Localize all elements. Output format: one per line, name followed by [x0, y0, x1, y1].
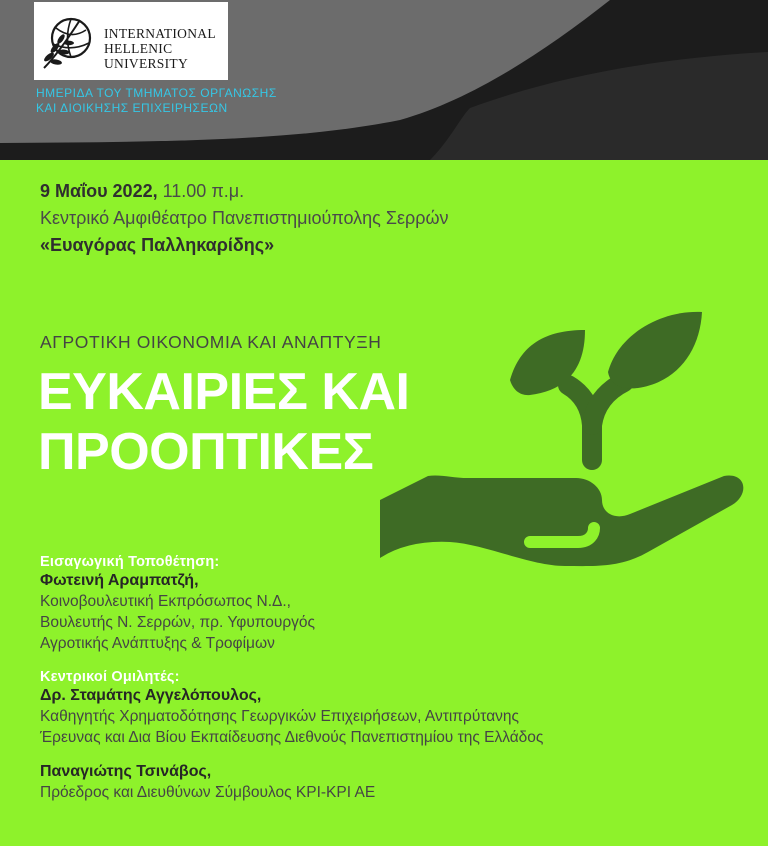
keynote-speaker-role: Έρευνας και Δια Βίου Εκπαίδευσης Διεθνούς Πανεπιστημίου της Ελλάδος	[40, 729, 544, 746]
keynote-heading: Κεντρικοί Ομιλητές:	[40, 669, 180, 685]
intro-speaker-role: Κοινοβουλευτική Εκπρόσωπος Ν.Δ.,	[40, 593, 291, 610]
olive-branch-globe-icon	[40, 10, 98, 72]
event-time: 11.00 π.μ.	[162, 181, 245, 201]
intro-speaker-role: Βουλευτής Ν. Σερρών, πρ. Υφυπουργός	[40, 614, 316, 631]
intro-speaker-role: Αγροτικής Ανάπτυξης & Τροφίμων	[40, 635, 275, 652]
date-row	[40, 178, 449, 205]
title-line: ΠΡΟΟΠΤΙΚΕΣ	[38, 423, 374, 481]
event-hall: «Ευαγόρας Παλληκαρίδης»	[40, 235, 275, 255]
university-logo	[34, 2, 228, 80]
title-line: ΕΥΚΑΙΡΙΕΣ ΚΑΙ	[38, 363, 410, 421]
event-venue: Κεντρικό Αμφιθέατρο Πανεπιστημιούπολης Σερρών	[40, 208, 449, 228]
logo-line: HELLENIC	[104, 41, 173, 56]
main-title	[38, 362, 409, 482]
intro-block	[40, 553, 543, 654]
keynote-block	[40, 668, 543, 748]
keynote-speaker-role: Καθηγητής Χρηματοδότησης Γεωργικών Επιχειρήσεων, Αντιπρύτανης	[40, 708, 520, 725]
event-date: 9 Μαΐου 2022,	[40, 181, 158, 201]
keynote-speaker-name: Παναγιώτης Τσινάβος,	[40, 763, 212, 780]
organizer-subtitle	[36, 86, 277, 116]
logo-line: INTERNATIONAL	[104, 26, 216, 41]
logo-wordmark	[104, 26, 226, 71]
subtitle-line: ΗΜΕΡΙΔΑ ΤΟΥ ΤΜΗΜΑΤΟΣ ΟΡΓΑΝΩΣΗΣ	[36, 86, 277, 100]
keynote-speaker-name: Δρ. Σταμάτης Αγγελόπουλος,	[40, 687, 262, 704]
theme-heading: ΑΓΡΟΤΙΚΗ ΟΙΚΟΝΟΜΙΑ ΚΑΙ ΑΝΑΠΤΥΞΗ	[40, 332, 382, 352]
intro-heading: Εισαγωγική Τοποθέτηση:	[40, 554, 220, 570]
event-info	[40, 178, 449, 259]
intro-speaker-name: Φωτεινή Αραμπατζή,	[40, 572, 199, 589]
subtitle-line: ΚΑΙ ΔΙΟΙΚΗΣΗΣ ΕΠΙΧΕΙΡΗΣΕΩΝ	[36, 101, 228, 115]
speaker-block	[40, 762, 543, 803]
logo-line: UNIVERSITY	[104, 56, 188, 71]
keynote-speaker-role: Πρόεδρος και Διευθύνων Σύμβουλος ΚΡΙ-ΚΡΙ ΑΕ	[40, 784, 376, 801]
speakers-section	[40, 553, 543, 817]
